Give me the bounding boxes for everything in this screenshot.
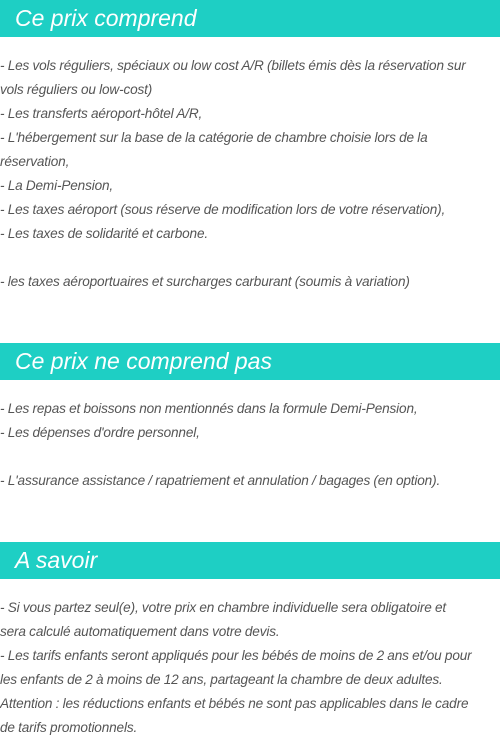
text-line: - L'assurance assistance / rapatriement et annulation / bagages (en option). — [0, 473, 441, 488]
section-good-to-know — [0, 542, 500, 740]
section-body-price-includes — [0, 37, 500, 294]
text-line: - Les taxes aéroport (sous réserve de modification lors de votre réservation), — [0, 202, 446, 217]
section-title-price-includes: Ce prix comprend — [0, 0, 500, 37]
text-line: - Les dépenses d'ordre personnel, — [0, 425, 200, 440]
section-title-good-to-know: A savoir — [0, 542, 500, 579]
section-price-includes — [0, 0, 500, 294]
section-body-good-to-know — [0, 579, 500, 740]
text-line: les enfants de 2 à moins de 12 ans, partageant la chambre de deux adultes. — [0, 672, 443, 687]
text-line-blank — [0, 445, 500, 469]
section-price-excludes — [0, 343, 500, 493]
text-line: sera calculé automatiquement dans votre devis. — [0, 624, 280, 639]
text-line: - Les repas et boissons non mentionnés dans la formule Demi-Pension, — [0, 401, 418, 416]
text-line: vols réguliers ou low-cost) — [0, 82, 153, 97]
section-body-price-excludes — [0, 380, 500, 493]
text-line-blank — [0, 246, 500, 270]
text-line: - Si vous partez seul(e), votre prix en chambre individuelle sera obligatoire et — [0, 600, 447, 615]
text-line: - Les transferts aéroport-hôtel A/R, — [0, 106, 203, 121]
section-title-price-excludes: Ce prix ne comprend pas — [0, 343, 500, 380]
text-line: - Les tarifs enfants seront appliqués pour les bébés de moins de 2 ans et/ou pour — [0, 648, 472, 663]
text-line: - Les vols réguliers, spéciaux ou low cost A/R (billets émis dès la réservation sur — [0, 58, 466, 73]
text-line: réservation, — [0, 154, 70, 169]
text-line: Attention : les réductions enfants et bébés ne sont pas applicables dans le cadre — [0, 696, 469, 711]
text-line: - les taxes aéroportuaires et surcharges carburant (soumis à variation) — [0, 274, 410, 289]
text-line: de tarifs promotionnels. — [0, 720, 138, 735]
text-line: - Les taxes de solidarité et carbone. — [0, 226, 209, 241]
text-line: - La Demi-Pension, — [0, 178, 114, 193]
text-line: - L'hébergement sur la base de la catégorie de chambre choisie lors de la — [0, 130, 428, 145]
